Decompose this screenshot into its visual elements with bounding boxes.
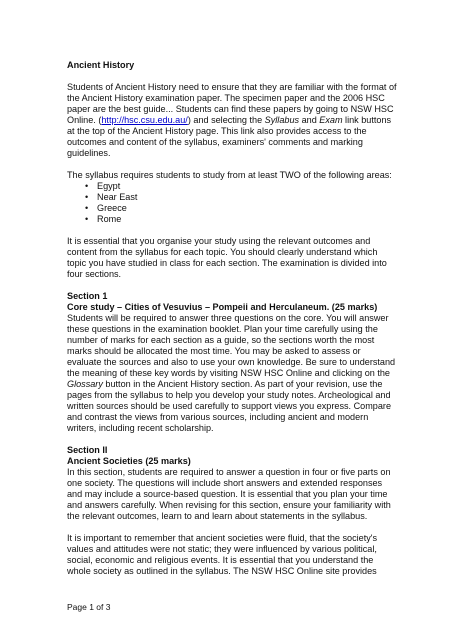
section-2-title: Ancient Societies (25 marks) <box>67 456 191 466</box>
section-1-label: Section 1 <box>67 291 108 301</box>
section-2-label: Section II <box>67 445 108 455</box>
organise-paragraph: It is essential that you organise your study using the relevant outcomes and content from the syllabus for each topic. You should clearly understand which topic you have studied in class for each section. The examination is divided into four sections. <box>67 236 387 279</box>
fluid-paragraph: It is important to remember that ancient societies were fluid, that the society's values and attitudes were not static; they were influenced by various political, social, economic and religious events. It is essential that you understand the whole society as outlined in the syllabus. The NSW HSC Online site provides <box>67 533 378 576</box>
list-item: • Egypt <box>67 181 397 192</box>
list-item: • Greece <box>67 203 397 214</box>
areas-intro: The syllabus requires students to study from at least TWO of the following areas: <box>67 170 392 180</box>
list-item: • Rome <box>67 214 397 225</box>
document-body <box>67 60 397 577</box>
document-title: Ancient History <box>67 60 135 70</box>
section-2-paragraph: In this section, students are required to answer a question in four or five parts on one society. The questions will include short answers and extended responses and may include a source-based question. It is essential that you plan your time and answers carefully. When revising for this section, ensure your familiarity with the relevant outcomes, learn to and learn about statements in the syllabus. <box>67 467 391 521</box>
areas-list <box>67 181 397 225</box>
hsc-online-link[interactable]: http://hsc.csu.edu.au/ <box>101 115 188 125</box>
page-number: Page 1 of 3 <box>67 602 111 612</box>
section-1-paragraph: Students will be required to answer three questions on the core. You will answer these questions in the examination booklet. Plan your time carefully using the number of marks for each section as a guide, so the sections worth the most marks should be allocated the most time. You may be asked to assess or evaluate the sources and also to use your own knowledge. Be sure to understand the meaning of these key words by visiting NSW HSC Online and clicking on the Glossary button in the Ancient History section. As part of your revision, use the pages from the syllabus to help you develop your study notes. Archeological and written sources should be used carefully to support views you express. Compare and contrast the views from various sources, including ancient and modern writers, including recent scholarship. <box>67 313 396 433</box>
section-1-title: Core study – Cities of Vesuvius – Pompeii and Herculaneum. (25 marks) <box>67 302 378 312</box>
intro-paragraph: Students of Ancient History need to ensure that they are familiar with the format of the Ancient History examination paper. The specimen paper and the 2006 HSC paper are the best guide... Students can find these papers by going to NSW HSC Online. (http://hsc.csu.edu.au/) and selecting the Syllabus and Exam link buttons at the top of the Ancient History page. This link also provides access to the outcomes and content of the syllabus, examiners' comments and marking guidelines. <box>67 82 397 158</box>
list-item: • Near East <box>67 192 397 203</box>
